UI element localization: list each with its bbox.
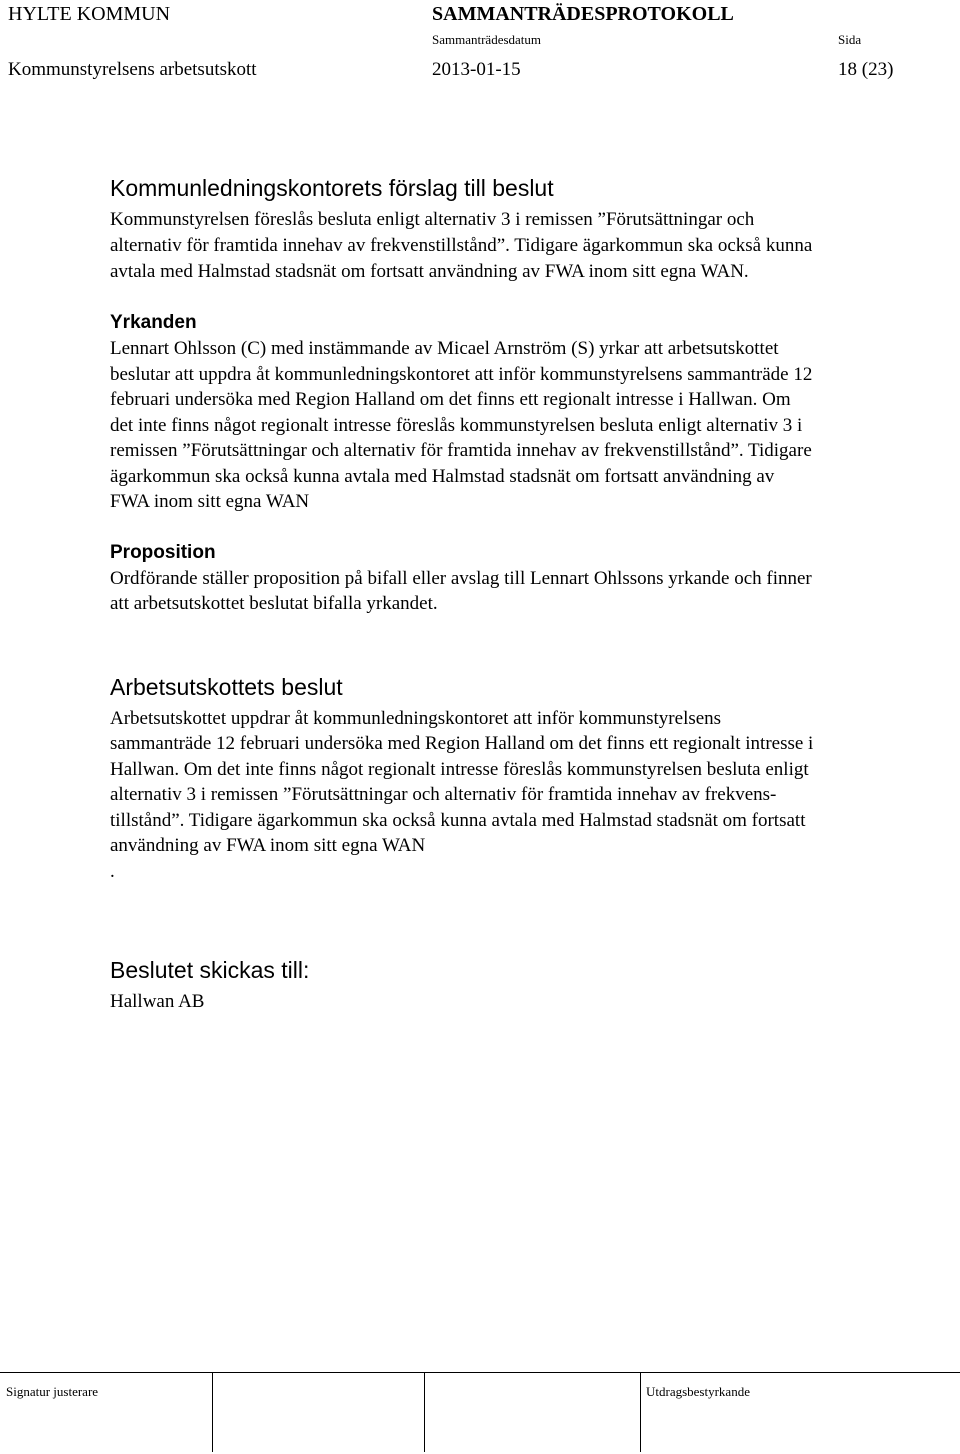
extract-label: Utdragsbestyrkande xyxy=(646,1384,750,1399)
motions-line: remissen ”Förutsättningar och alternativ för framtida innehav av frekvenstillstånd”. Tidigare xyxy=(110,440,812,461)
motions-line: det inte finns något regionalt intresse föreslås kommunstyrelsen besluta enligt alternativ 3 i xyxy=(110,415,803,436)
motions-heading: Yrkanden xyxy=(110,312,197,333)
proposal-line: Kommunstyrelsen föreslås besluta enligt alternativ 3 i remissen ”Förutsättningar och xyxy=(110,209,755,230)
footer-signature-box-divider xyxy=(424,1372,425,1452)
page-number: 18 (23) xyxy=(838,59,894,80)
proposal-line: alternativ för framtida innehav av frekvenstillstånd”. Tidigare ägarkommun ska också kunna xyxy=(110,235,813,256)
page-label: Sida xyxy=(838,32,862,47)
distribution-recipient: Hallwan AB xyxy=(110,991,205,1012)
date-label: Sammanträdesdatum xyxy=(432,32,542,47)
proposal-heading: Kommunledningskontorets förslag till beslut xyxy=(110,175,554,201)
decision-line: Hallwan. Om det inte finns något regionalt intresse föreslås kommunstyrelsen besluta enligt xyxy=(110,759,809,780)
protocol-title: SAMMANTRÄDESPROTOKOLL xyxy=(432,3,734,25)
decision-line: alternativ 3 i remissen ”Förutsättningar och alternativ för framtida innehav av frekvens- xyxy=(110,784,777,805)
decision-line: tillstånd”. Tidigare ägarkommun ska också kunna avtala med Halmstad stadsnät om fortsatt xyxy=(110,810,806,831)
motions-line: februari undersöka med Region Halland om det finns ett regionalt intresse i Hallwan. Om xyxy=(110,389,791,410)
motions-line: beslutar att uppdra åt kommunledningskontoret att inför kommunstyrelsens sammanträde 12 xyxy=(110,364,813,385)
footer-extract-box-divider xyxy=(640,1372,641,1452)
motions-line: Lennart Ohlsson (C) med instämmande av Micael Arnström (S) yrkar att arbetsutskottet xyxy=(110,338,779,359)
proposition-heading: Proposition xyxy=(110,542,216,563)
meeting-date: 2013-01-15 xyxy=(432,59,521,80)
signature-label: Signatur justerare xyxy=(6,1384,99,1399)
decision-line: användning av FWA inom sitt egna WAN xyxy=(110,835,426,856)
decision-line: . xyxy=(110,861,115,882)
proposal-line: avtala med Halmstad stadsnät om fortsatt användning av FWA inom sitt egna WAN. xyxy=(110,261,749,282)
decision-line: Arbetsutskottet uppdrar åt kommunledningskontoret att inför kommunstyrelsens xyxy=(110,708,722,729)
committee-name: Kommunstyrelsens arbetsutskott xyxy=(8,59,257,80)
motions-line: ägarkommun ska också kunna avtala med Halmstad stadsnät om fortsatt användning av xyxy=(110,466,775,487)
decision-heading: Arbetsutskottets beslut xyxy=(110,674,343,700)
proposition-line: att arbetsutskottet beslutat bifalla yrkandet. xyxy=(110,593,438,614)
footer-divider xyxy=(0,1372,960,1373)
footer-signature-box-divider xyxy=(212,1372,213,1452)
distribution-heading: Beslutet skickas till: xyxy=(110,957,310,983)
municipality-name: HYLTE KOMMUN xyxy=(8,3,171,25)
motions-line: FWA inom sitt egna WAN xyxy=(110,491,310,512)
proposition-line: Ordförande ställer proposition på bifall eller avslag till Lennart Ohlssons yrkande och finner xyxy=(110,568,812,589)
decision-line: sammanträde 12 februari undersöka med Region Halland om det finns ett regionalt intresse i xyxy=(110,733,814,754)
